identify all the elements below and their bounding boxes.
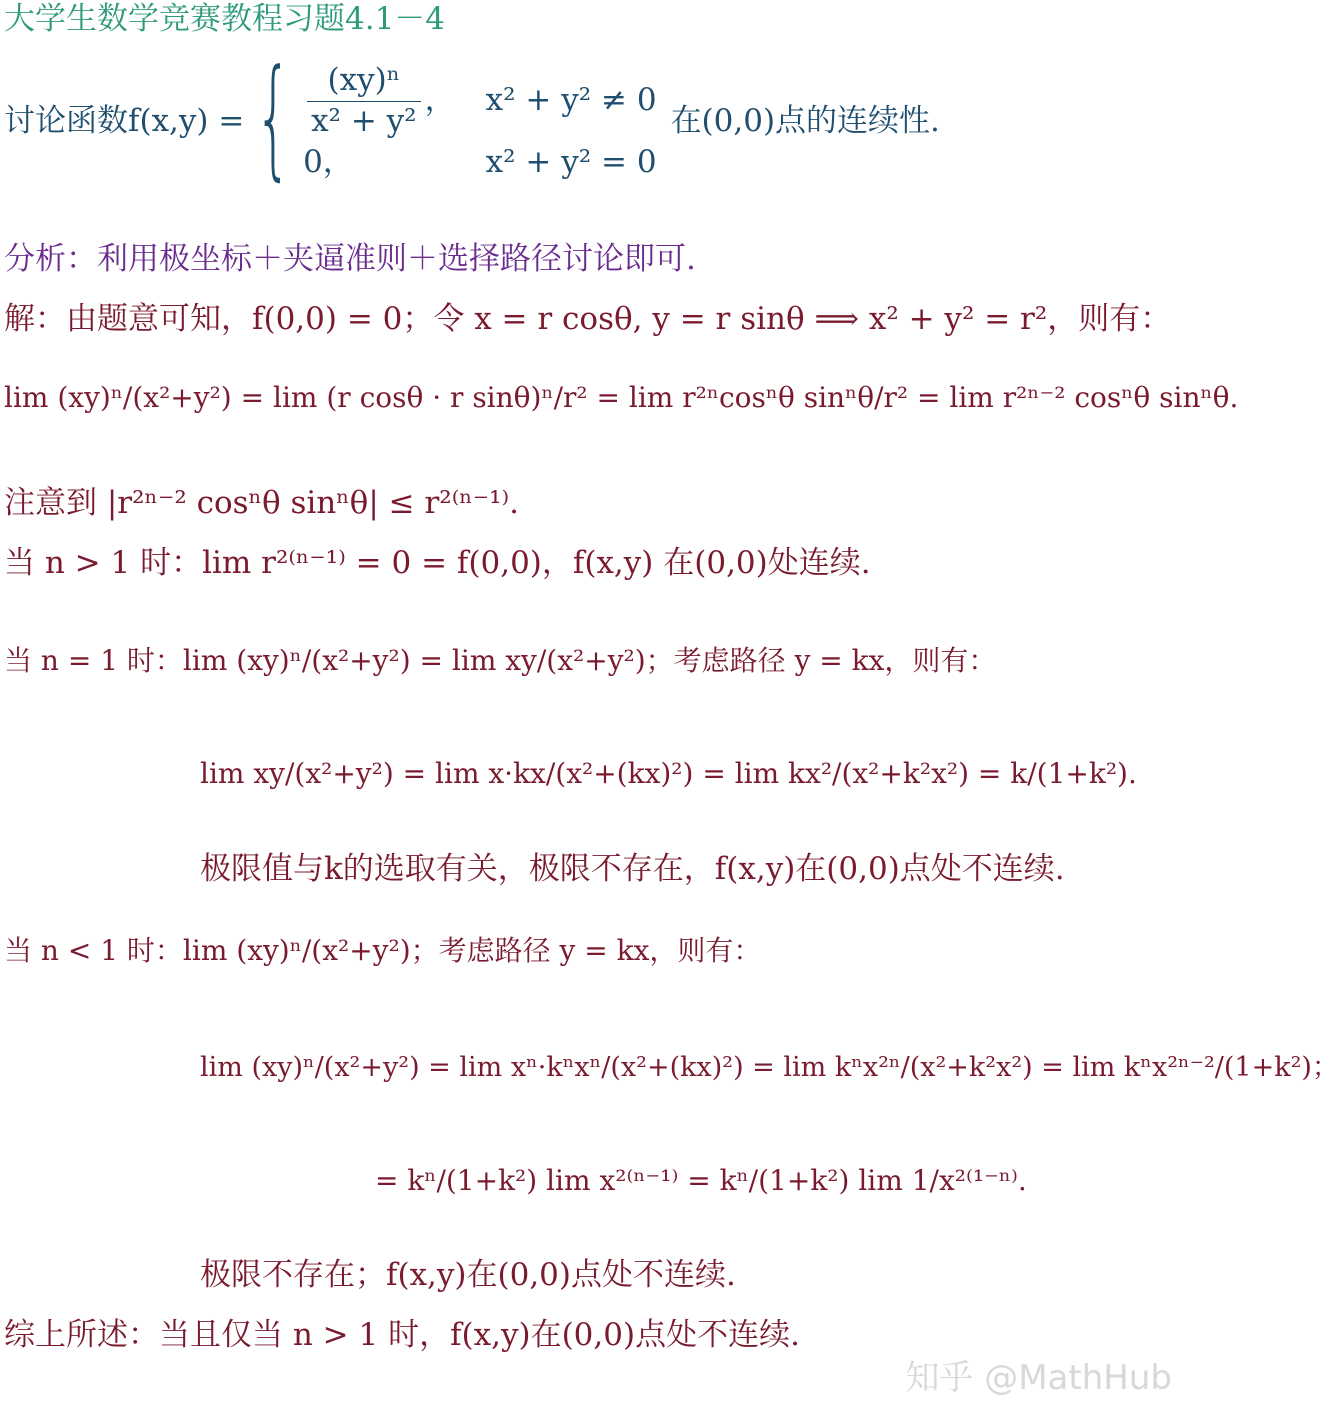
case-n-less-1-conclusion: 极限不存在；f(x,y)在(0,0)点处不连续. — [200, 1257, 736, 1293]
case-n-equal-1-conclusion: 极限值与k的选取有关，极限不存在，f(x,y)在(0,0)点处不连续. — [200, 851, 1065, 887]
case-n-less-1-line2: lim (xy)ⁿ/(x²+y²) = lim xⁿ·kⁿxⁿ/(x²+(kx)²) = lim kⁿx²ⁿ/(x²+k²x²) = lim kⁿx²ⁿ⁻²/(1+k²)； — [200, 1052, 1339, 1083]
case-n-equal-1-line1: 当 n = 1 时：lim (xy)ⁿ/(x²+y²) = lim xy/(x²+y²)；考虑路径 y = kx，则有： — [4, 644, 997, 677]
watermark: 知乎 @MathHub — [905, 1358, 1172, 1398]
left-brace-icon: { — [255, 41, 293, 193]
case-n-less-1-line1: 当 n < 1 时：lim (xy)ⁿ/(x²+y²)；考虑路径 y = kx，则有： — [4, 934, 762, 967]
note-inequality: 注意到 |r²ⁿ⁻² cosⁿθ sinⁿθ| ≤ r²⁽ⁿ⁻¹⁾. — [4, 485, 519, 521]
piecewise-cases: $\frac{\text{(xy)ⁿ}}{\text{x² + y²}}$ ， x² + y² ≠ 0 0， x² + y² = 0 — [303, 62, 657, 181]
problem-statement — [4, 41, 940, 193]
case2-value: 0， — [303, 144, 354, 181]
problem-prefix: 讨论函数 — [4, 103, 128, 140]
analysis-text: 分析：利用极坐标＋夹逼准则＋选择路径讨论即可. — [4, 241, 696, 277]
case1-fraction: $\frac{\text{(xy)ⁿ}}{\text{x² + y²}}$ — [307, 63, 421, 139]
limit-chain: lim (xy)ⁿ/(x²+y²) = lim (r cosθ · r sinθ)ⁿ/r² = lim r²ⁿcosⁿθ sinⁿθ/r² = lim r²ⁿ⁻² cosⁿθ sinⁿθ. — [4, 381, 1239, 414]
problem-suffix: 在(0,0)点的连续性. — [670, 103, 940, 140]
final-conclusion: 综上所述：当且仅当 n > 1 时，f(x,y)在(0,0)点处不连续. — [4, 1317, 800, 1353]
case2-condition: x² + y² = 0 — [485, 144, 657, 181]
case-n-greater-1: 当 n > 1 时：lim r²⁽ⁿ⁻¹⁾ = 0 = f(0,0)，f(x,y) 在(0,0)处连续. — [4, 545, 871, 581]
solution-intro: 解：由题意可知，f(0,0) = 0；令 x = r cosθ, y = r sinθ ⟹ x² + y² = r²，则有： — [4, 301, 1172, 337]
case1-condition: x² + y² ≠ 0 — [485, 82, 657, 119]
case-n-equal-1-line2: lim xy/(x²+y²) = lim x·kx/(x²+(kx)²) = lim kx²/(x²+k²x²) = k/(1+k²). — [200, 757, 1137, 790]
page-title: 大学生数学竞赛教程习题4.1－4 — [4, 1, 446, 37]
function-name: f(x,y) = — [128, 103, 245, 140]
case-n-less-1-line3: = kⁿ/(1+k²) lim x²⁽ⁿ⁻¹⁾ = kⁿ/(1+k²) lim 1/x²⁽¹⁻ⁿ⁾. — [375, 1164, 1027, 1197]
